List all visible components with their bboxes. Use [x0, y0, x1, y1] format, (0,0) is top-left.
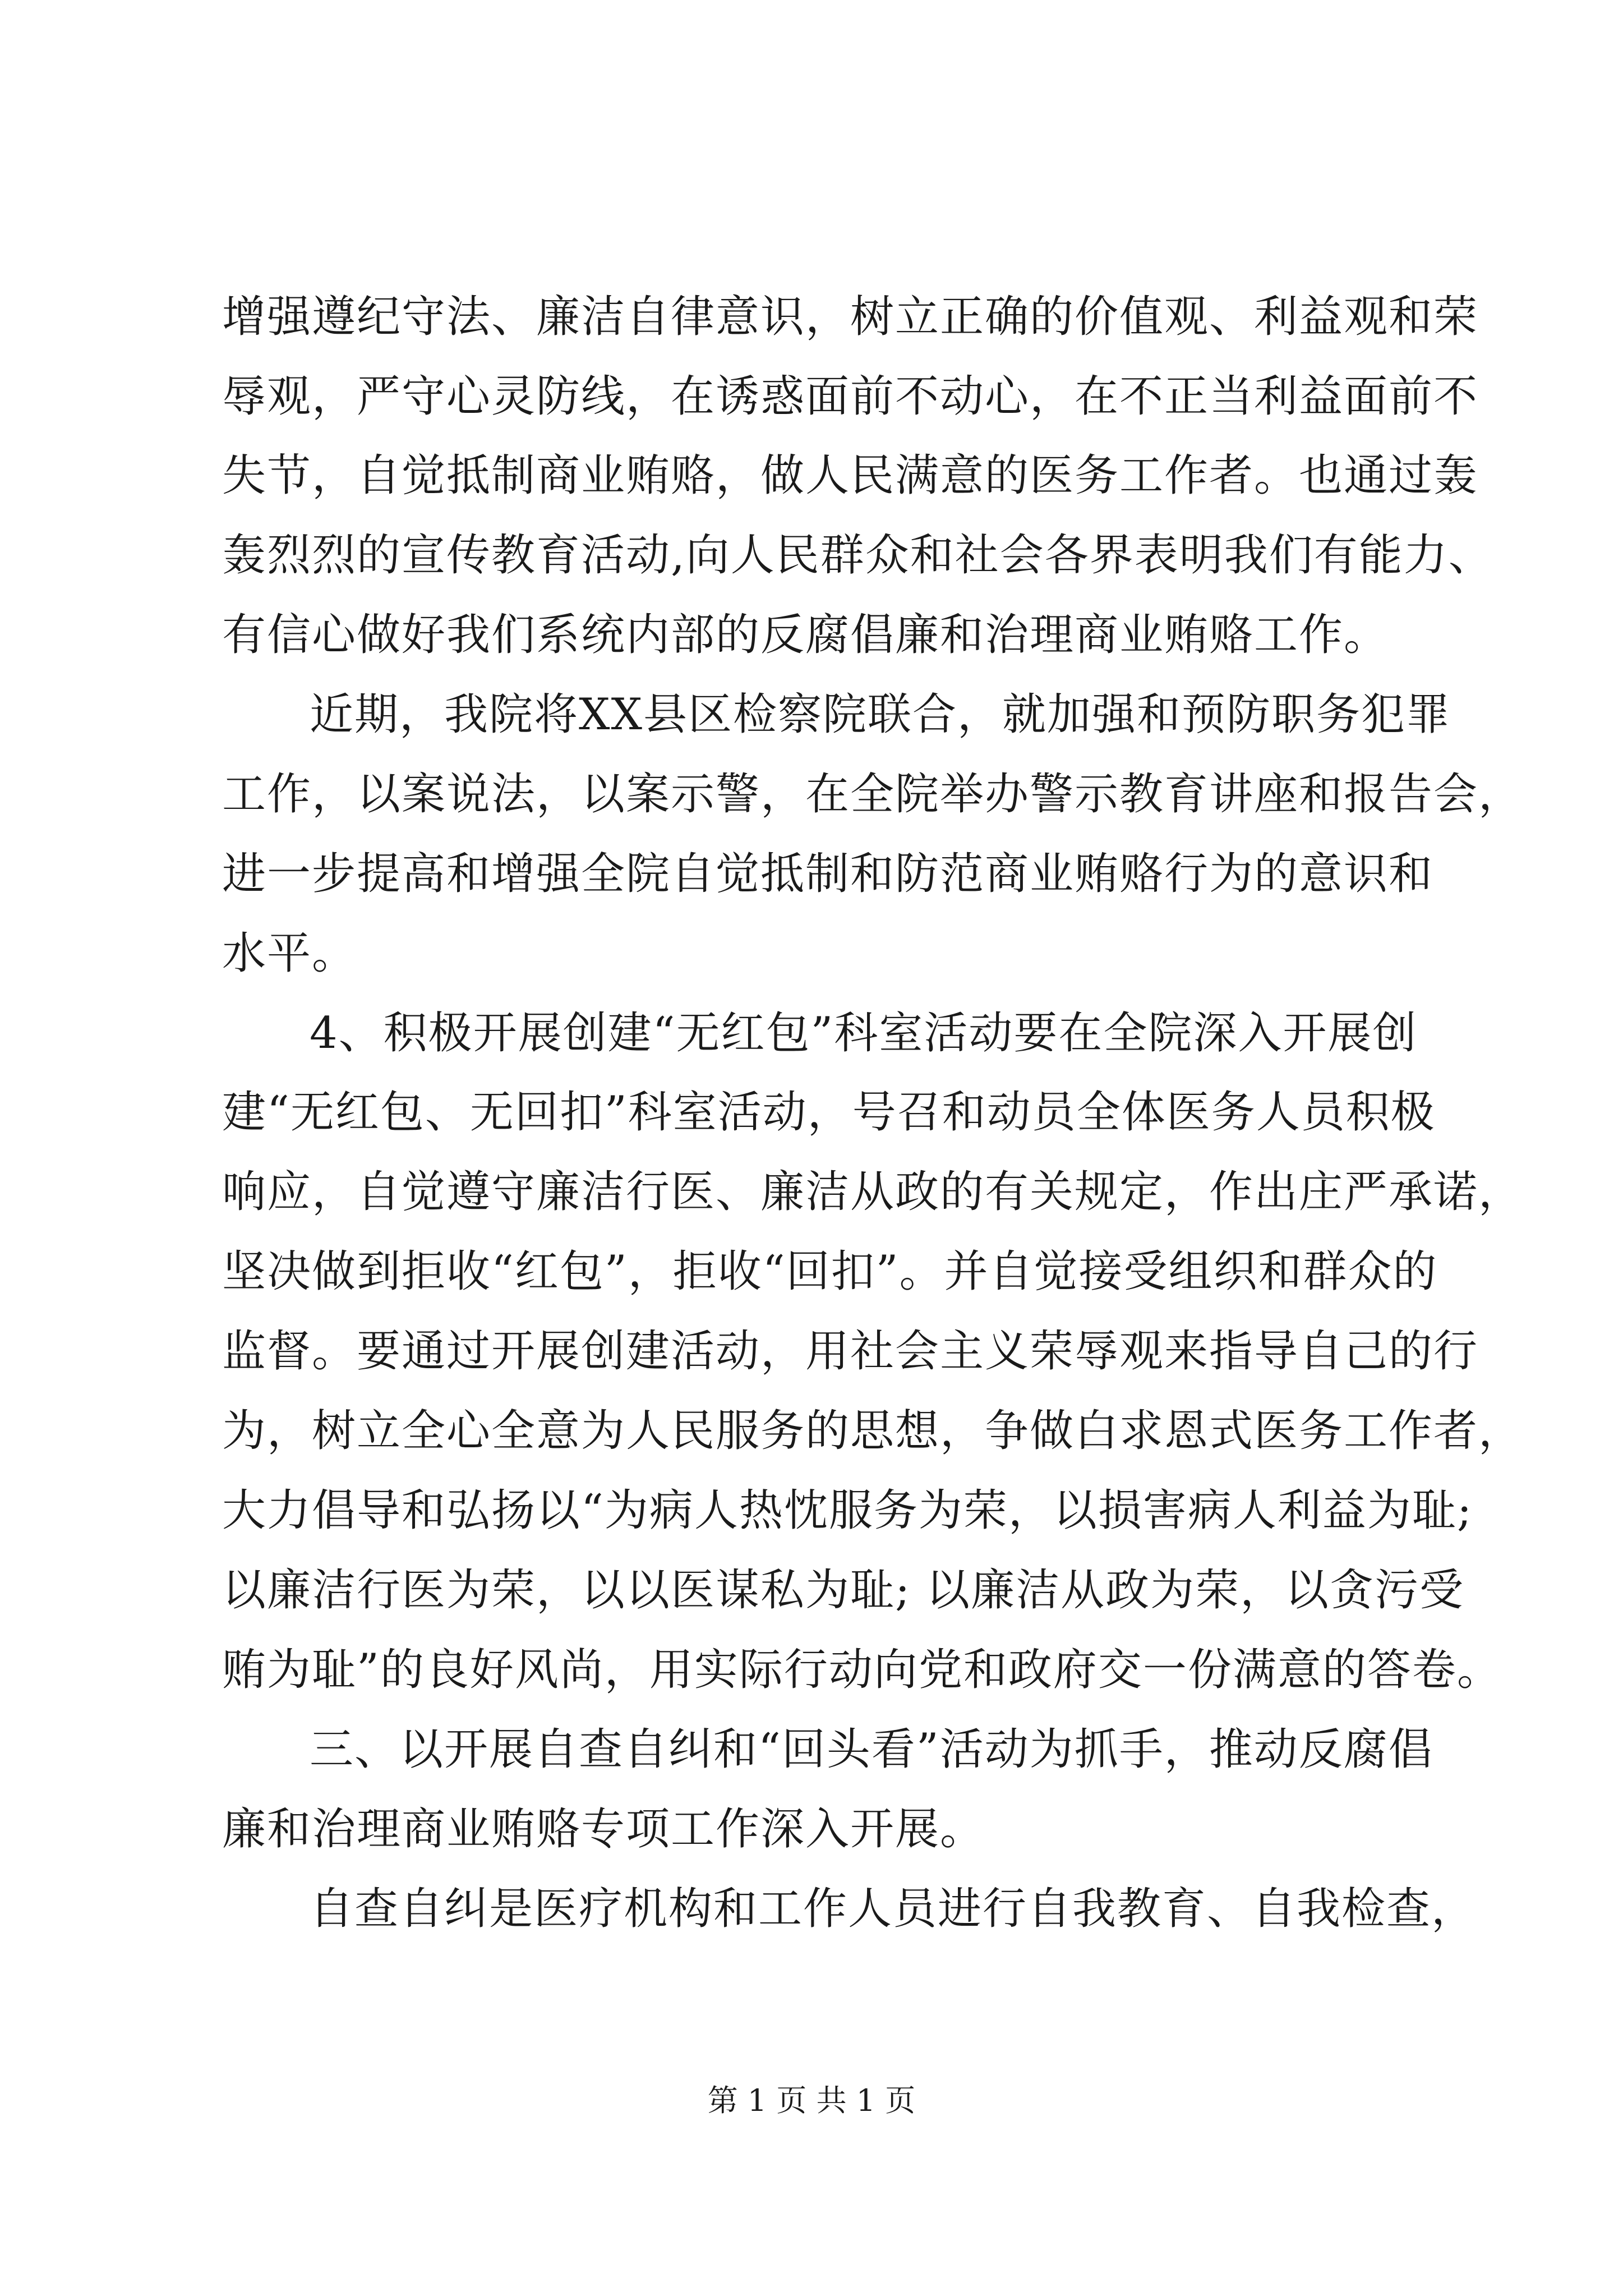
body-text-line: 辱观，严守心灵防线，在诱惑面前不动心，在不正当利益面前不: [222, 371, 1479, 422]
body-text-line: 工作，以案说法，以案示警，在全院举办警示教育讲座和报告会，: [222, 769, 1524, 820]
paragraph-first-line: 4、积极开展创建“无红包”科室活动要在全院深入开展创: [310, 1008, 1418, 1059]
body-text-line: 响应，自觉遵守廉洁行医、廉洁从政的有关规定，作出庄严承诺，: [222, 1167, 1524, 1217]
body-text-line: 建“无红包、无回扣”科室活动，号召和动员全体医务人员积极: [222, 1087, 1436, 1138]
page-number-footer: 第 1 页 共 1 页: [707, 2083, 916, 2118]
section-heading-line: 廉和治理商业贿赂专项工作深入开展。: [222, 1804, 985, 1855]
body-text-line: 以廉洁行医为荣，以以医谋私为耻; 以廉洁从政为荣，以贪污受: [222, 1565, 1465, 1616]
body-text-line: 轰烈烈的宣传教育活动,向人民群众和社会各界表明我们有能力、: [222, 530, 1493, 581]
body-text-line: 增强遵纪守法、廉洁自律意识，树立正确的价值观、利益观和荣: [222, 292, 1479, 342]
body-text-line: 监督。要通过开展创建活动，用社会主义荣辱观来指导自己的行: [222, 1326, 1479, 1377]
section-heading-line: 三、以开展自查自纠和“回头看”活动为抓手，推动反腐倡: [310, 1724, 1433, 1775]
body-text-line: 水平。: [222, 928, 357, 979]
body-text-line: 失节，自觉抵制商业贿赂，做人民满意的医务工作者。也通过轰: [222, 450, 1479, 501]
body-text-line: 为，树立全心全意为人民服务的思想，争做白求恩式医务工作者，: [222, 1406, 1524, 1456]
body-text-line: 有信心做好我们系统内部的反腐倡廉和治理商业贿赂工作。: [222, 610, 1389, 660]
paragraph-first-line: 自查自纠是医疗机构和工作人员进行自我教育、自我检查，: [310, 1884, 1477, 1934]
paragraph-first-line: 近期，我院将XX县区检察院联合，就加强和预防职务犯罪: [310, 689, 1451, 740]
body-text-line: 坚决做到拒收“红包”，拒收“回扣”。并自觉接受组织和群众的: [222, 1246, 1438, 1297]
body-text-line: 贿为耻”的良好风尚，用实际行动向党和政府交一份满意的答卷。: [222, 1645, 1502, 1695]
body-text-line: 进一步提高和增强全院自觉抵制和防范商业贿赂行为的意识和: [222, 849, 1434, 899]
body-text-line: 大力倡导和弘扬以“为病人热忱服务为荣，以损害病人利益为耻;: [222, 1485, 1473, 1536]
